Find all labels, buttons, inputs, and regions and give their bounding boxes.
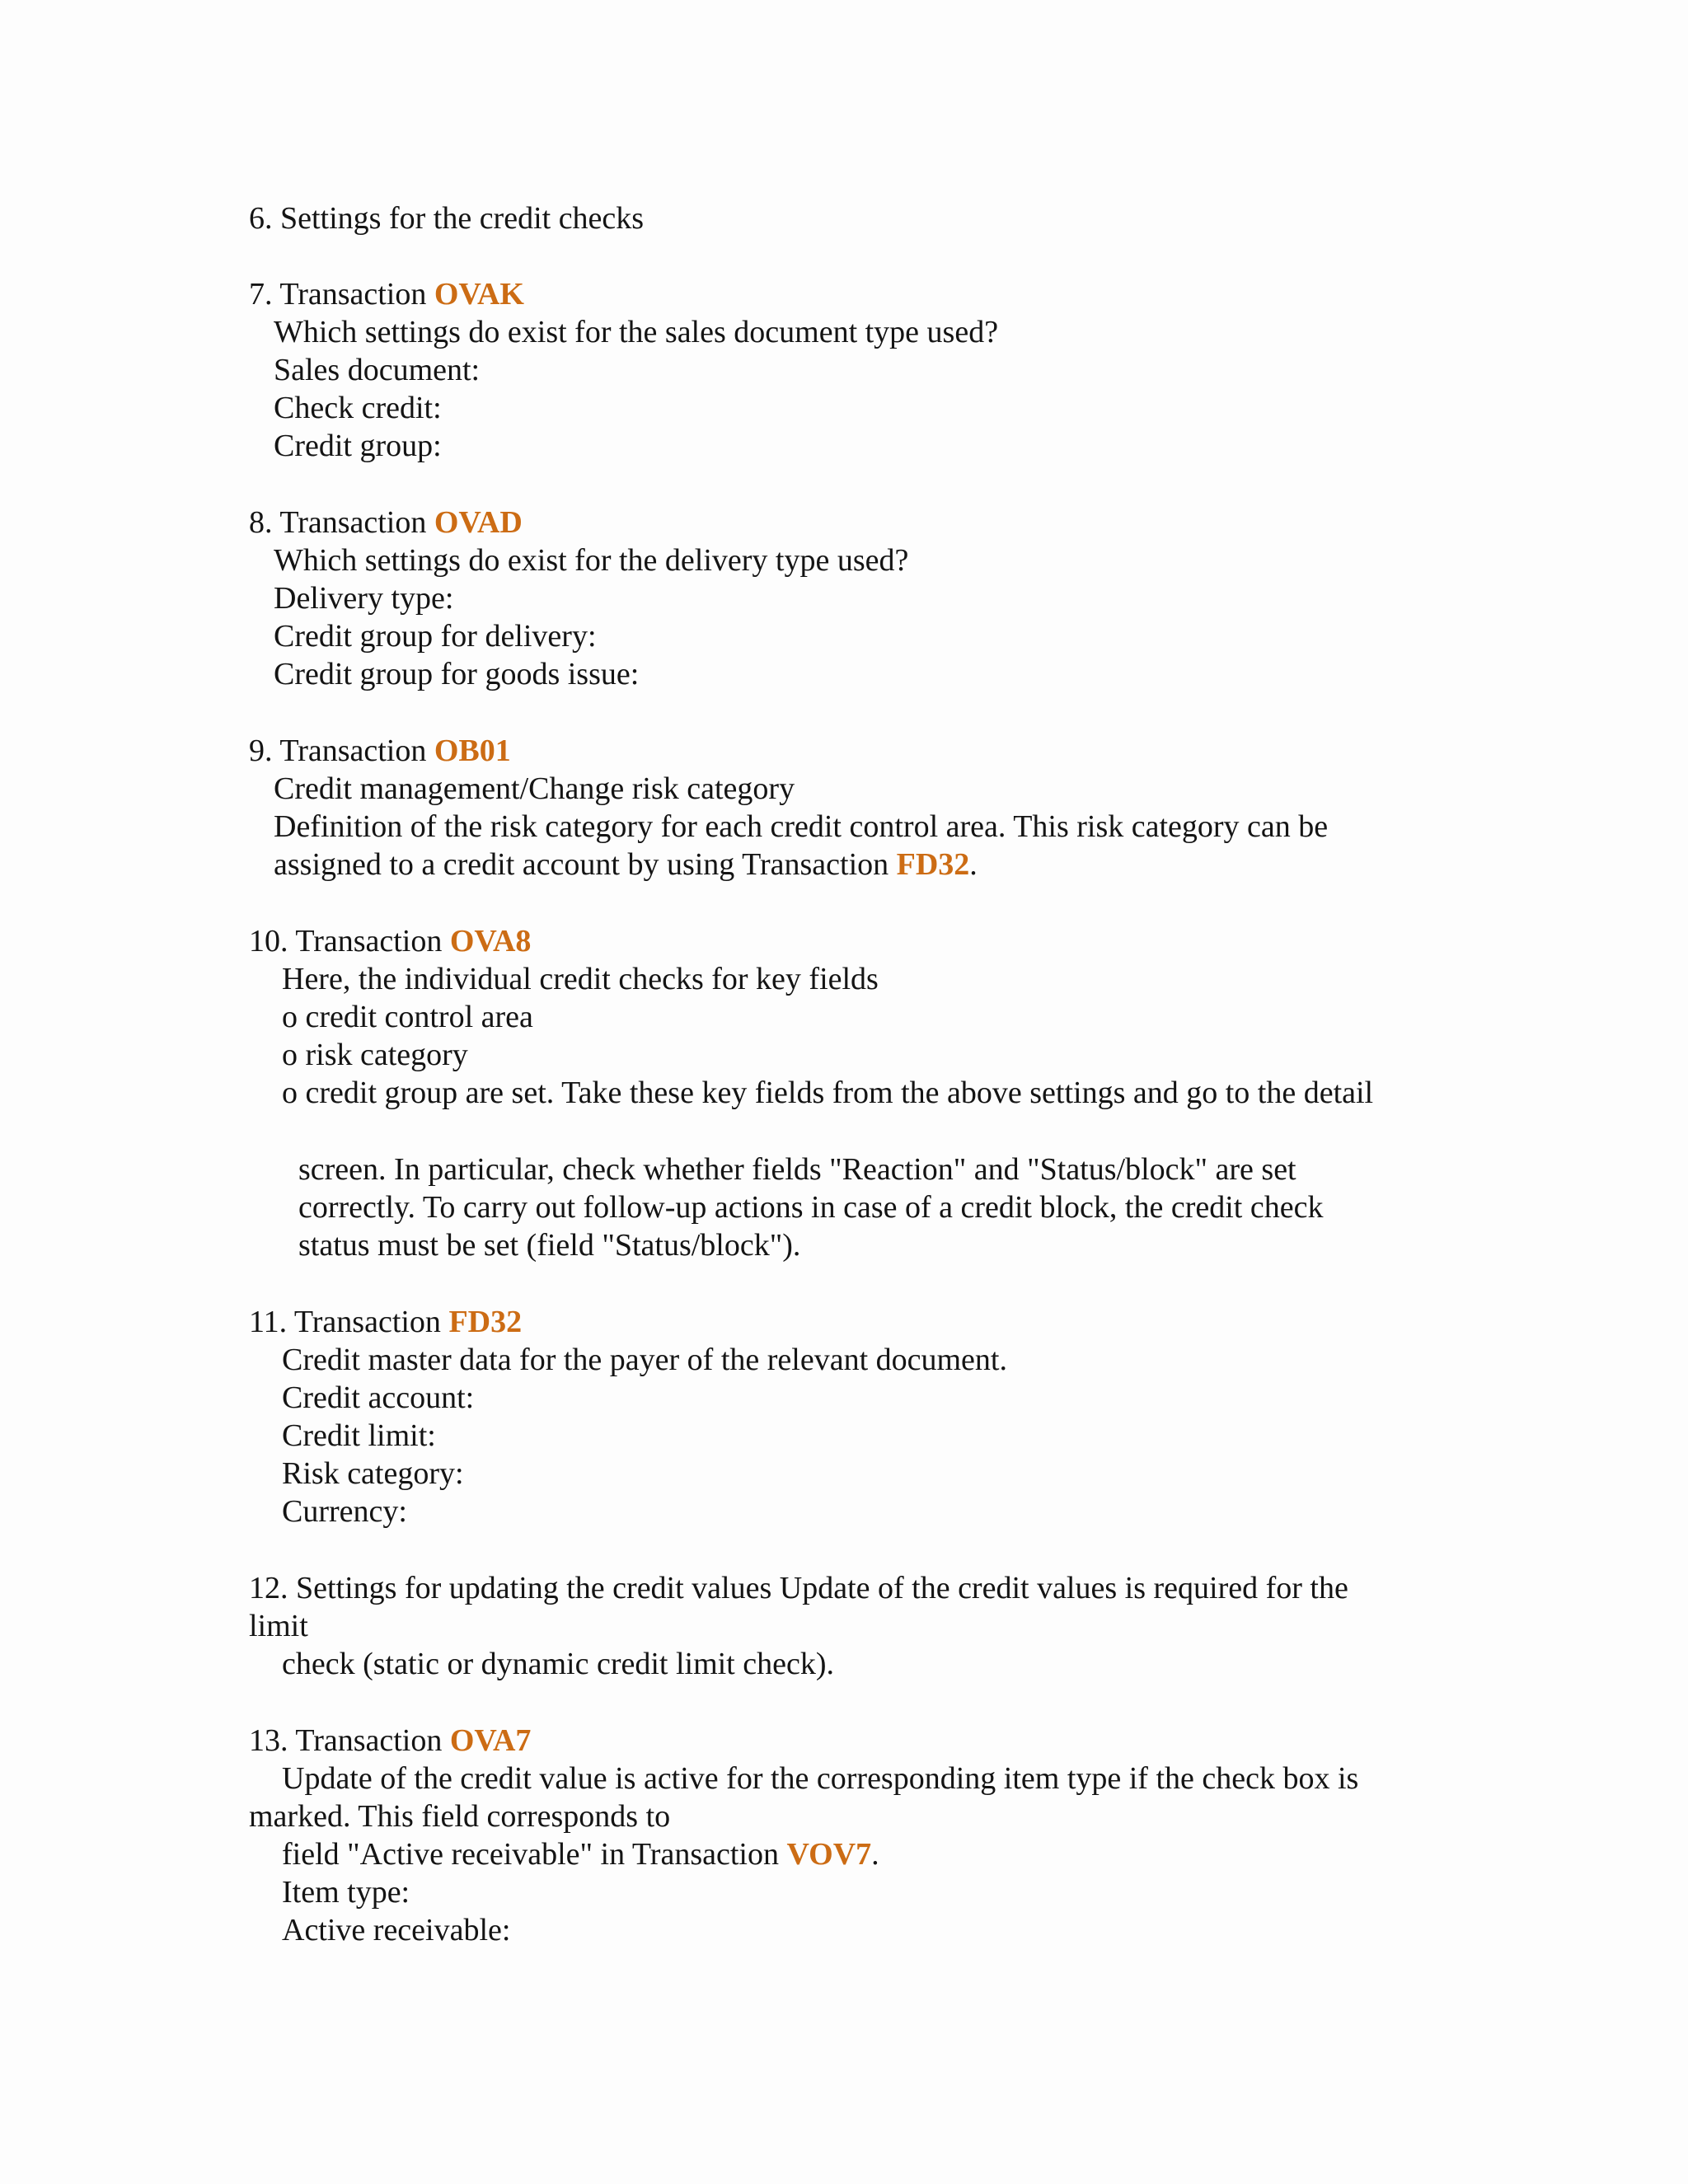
section-8-line: Delivery type: xyxy=(274,581,454,616)
section-7-heading-prefix: 7. Transaction xyxy=(249,277,434,312)
section-13-field-suffix: . xyxy=(871,1837,879,1872)
section-7-line: Which settings do exist for the sales document type used? xyxy=(274,315,999,349)
section-8-line: Credit group for goods issue: xyxy=(274,657,640,691)
section-10-heading xyxy=(249,922,531,960)
section-8-line: Which settings do exist for the delivery type used? xyxy=(274,543,909,578)
section-12-line: limit xyxy=(249,1609,308,1643)
section-9-heading-prefix: 9. Transaction xyxy=(249,733,434,768)
section-11-heading-prefix: 11. Transaction xyxy=(249,1305,449,1339)
section-8-line: Credit group for delivery: xyxy=(274,619,597,654)
section-7-line: Credit group: xyxy=(274,429,442,463)
transaction-code-ova7: OVA7 xyxy=(449,1723,532,1758)
section-13-field-prefix: field "Active receivable" in Transaction xyxy=(282,1837,787,1872)
section-11-line: Currency: xyxy=(282,1494,407,1529)
transaction-code-fd32: FD32 xyxy=(448,1305,523,1339)
section-11-line: Credit limit: xyxy=(282,1418,436,1453)
section-13-heading xyxy=(249,1722,531,1760)
section-8-heading xyxy=(249,504,523,541)
section-10-line: o credit group are set. Take these key fields from the above settings and go to the detail xyxy=(282,1076,1374,1110)
section-9-line: Definition of the risk category for each credit control area. This risk category can be xyxy=(274,809,1329,844)
section-11-line: Credit account: xyxy=(282,1380,475,1415)
section-10-heading-prefix: 10. Transaction xyxy=(249,924,450,958)
section-13-tail-line: Active receivable: xyxy=(282,1913,511,1947)
section-6-heading: 6. Settings for the credit checks xyxy=(249,201,645,236)
section-10-line: Here, the individual credit checks for key fields xyxy=(282,962,879,996)
section-9-last-prefix: assigned to a credit account by using Transaction xyxy=(274,847,897,882)
transaction-code-ovad: OVAD xyxy=(434,505,523,540)
section-7-line: Sales document: xyxy=(274,353,481,387)
transaction-code-ova8: OVA8 xyxy=(449,924,532,958)
section-10-continuation: screen. In particular, check whether fields "Reaction" and "Status/block" are set xyxy=(298,1152,1296,1187)
section-12-line: check (static or dynamic credit limit check). xyxy=(282,1647,834,1681)
section-11-line: Risk category: xyxy=(282,1456,464,1491)
section-13-line: Update of the credit value is active for the corresponding item type if the check box is xyxy=(282,1761,1359,1796)
section-13-field-line xyxy=(282,1835,879,1873)
section-10-continuation: correctly. To carry out follow-up actions in case of a credit block, the credit check xyxy=(298,1190,1324,1225)
section-10-continuation: status must be set (field "Status/block"). xyxy=(298,1228,801,1263)
transaction-code-fd32: FD32 xyxy=(896,847,970,882)
section-10-line: o risk category xyxy=(282,1038,468,1072)
section-13-tail-line: Item type: xyxy=(282,1875,410,1910)
section-9-line: Credit management/Change risk category xyxy=(274,771,795,806)
section-10-line: o credit control area xyxy=(282,1000,533,1034)
section-9-last-suffix: . xyxy=(969,847,978,882)
section-9-heading xyxy=(249,732,511,770)
transaction-code-vov7: VOV7 xyxy=(786,1837,872,1872)
section-7-line: Check credit: xyxy=(274,391,442,425)
section-11-line: Credit master data for the payer of the relevant document. xyxy=(282,1343,1007,1377)
section-8-heading-prefix: 8. Transaction xyxy=(249,505,434,540)
section-11-heading xyxy=(249,1303,522,1341)
transaction-code-ovak: OVAK xyxy=(434,277,524,312)
transaction-code-ob01: OB01 xyxy=(434,733,511,768)
section-9-line-last xyxy=(274,846,978,883)
section-13-line: marked. This field corresponds to xyxy=(249,1799,671,1834)
section-12-line: 12. Settings for updating the credit values Update of the credit values is required for the xyxy=(249,1571,1348,1605)
section-13-heading-prefix: 13. Transaction xyxy=(249,1723,450,1758)
section-7-heading xyxy=(249,275,524,313)
